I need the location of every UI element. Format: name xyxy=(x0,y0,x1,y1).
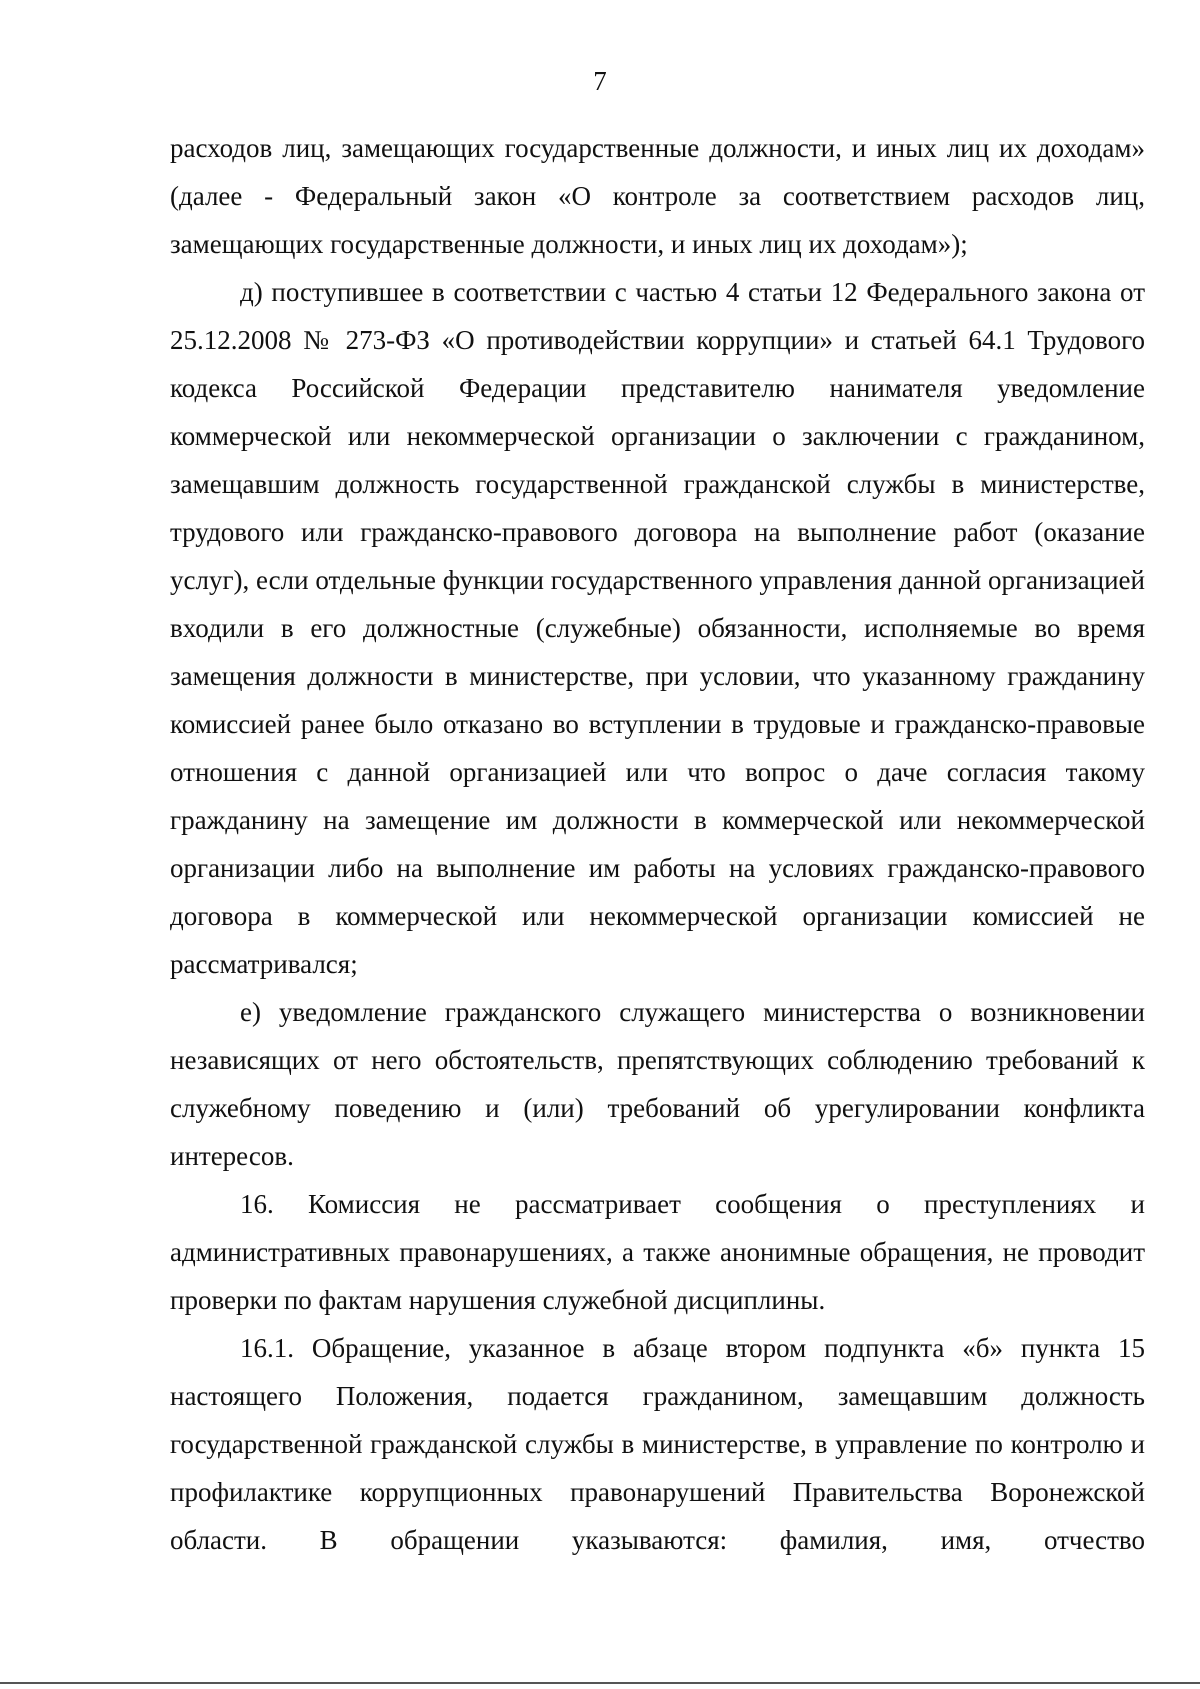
paragraph-clause-16: 16. Комиссия не рассматривает сообщения о преступлениях и административных правонарушениях, а также анонимные обращения, не проводит проверки по фактам нарушения служебной дисциплины. xyxy=(170,1189,1145,1315)
paragraph-clause-16-1: 16.1. Обращение, указанное в абзаце втором подпункта «б» пункта 15 настоящего Положения, подается гражданином, замещавшим должность государственной гражданской службы в министерстве, в управление по контролю и профилактике коррупционных правонарушений Правительства Воронежской области. В обращении указываются: фамилия, имя, отчество xyxy=(170,1333,1145,1555)
page-number: 7 xyxy=(593,66,607,96)
document-body xyxy=(170,124,1145,1564)
paragraph-item-d: д) поступившее в соответствии с частью 4 статьи 12 Федерального закона от 25.12.2008 № 273-ФЗ «О противодействии коррупции» и статьей 64.1 Трудового кодекса Российской Федерации представителю нанимателя уведомление коммерческой или некоммерческой организации о заключении с гражданином, замещавшим должность государственной гражданской службы в министерстве, трудового или гражданско-правового договора на выполнение работ (оказание услуг), если отдельные функции государственного управления данной организацией входили в его должностные (служебные) обязанности, исполняемые во время замещения должности в министерстве, при условии, что указанному гражданину комиссией ранее было отказано во вступлении в трудовые и гражданско-правовые отношения с данной организацией или что вопрос о даче согласия такому гражданину на замещение им должности в коммерческой или некоммерческой организации либо на выполнение им работы на условиях гражданско-правового договора в коммерческой или некоммерческой организации комиссией не рассматривался; xyxy=(170,277,1145,979)
bottom-edge-line xyxy=(0,1682,1200,1684)
paragraph-continuation: расходов лиц, замещающих государственные должности, и иных лиц их доходам» (далее - Федеральный закон «О контроле за соответствием расходов лиц, замещающих государственные должности, и иных лиц их доходам»); xyxy=(170,133,1145,259)
paragraph-item-e: е) уведомление гражданского служащего министерства о возникновении независящих от него обстоятельств, препятствующих соблюдению требований к служебному поведению и (или) требований об урегулировании конфликта интересов. xyxy=(170,997,1145,1171)
